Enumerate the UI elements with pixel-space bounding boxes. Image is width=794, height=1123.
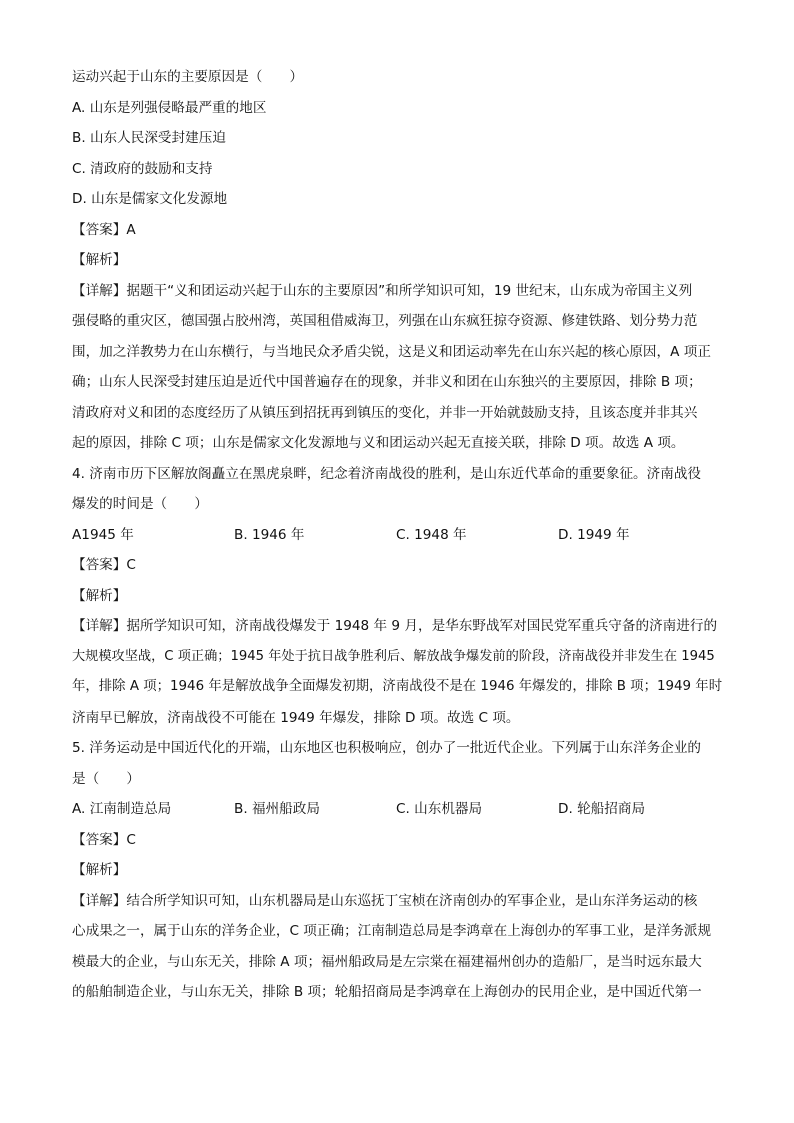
q3-detail-line: 起的原因，排除 C 项；山东是儒家文化发源地与义和团运动兴起无直接关联，排除 D 项。故选 A 项。 — [72, 435, 685, 451]
q5-detail-line: 模最大的企业，与山东无关，排除 A 项；福州船政局是左宗棠在福建福州创办的造船厂，是当时远东最大 — [72, 953, 702, 970]
q4-answer: 【答案】C — [72, 557, 136, 573]
question-4-stem-cont: 爆发的时间是（ ） — [72, 496, 208, 512]
q3-analysis-label: 【解析】 — [72, 252, 127, 268]
q3-detail-line: 围，加之洋教势力在山东横行，与当地民众矛盾尖锐，这是义和团运动率先在山东兴起的核心原因，A 项正 — [72, 343, 711, 360]
q3-detail-line: 确；山东人民深受封建压迫是近代中国普遍存在的现象，并非义和团在山东独兴的主要原因，排除 B 项； — [72, 374, 702, 390]
question-5-stem: 5. 洋务运动是中国近代化的开端，山东地区也积极响应，创办了一批近代企业。下列属于山东洋务企业的 — [72, 740, 702, 756]
q4-option-c: C. 1948 年 — [396, 526, 467, 543]
q3-option-c: C. 清政府的鼓励和支持 — [72, 160, 213, 177]
question-4-stem: 4. 济南市历下区解放阁矗立在黑虎泉畔，纪念着济南战役的胜利，是山东近代革命的重要象征。济南战役 — [72, 465, 702, 482]
q5-analysis-label: 【解析】 — [72, 862, 127, 878]
q3-answer: 【答案】A — [72, 221, 136, 238]
q4-detail-line: 年，排除 A 项；1946 年是解放战争全面爆发初期，济南战役不是在 1946 年爆发的，排除 B 项；1949 年时 — [72, 679, 723, 694]
question-5-stem-cont: 是（ ） — [72, 770, 140, 787]
q4-detail-line: 【详解】据所学知识可知，济南战役爆发于 1948 年 9 月，是华东野战军对国民党军重兵守备的济南进行的 — [72, 618, 718, 634]
q3-option-b: B. 山东人民深受封建压迫 — [72, 130, 226, 146]
q4-detail-line: 济南早已解放，济南战役不可能在 1949 年爆发，排除 D 项。故选 C 项。 — [72, 709, 520, 726]
q5-detail-line: 心成果之一，属于山东的洋务企业，C 项正确；江南制造总局是李鸿章在上海创办的军事工业，是洋务派规 — [72, 923, 712, 939]
q3-detail-line: 强侵略的重灾区，德国强占胶州湾，英国租借威海卫，列强在山东疯狂掠夺资源、修建铁路、划分势力范 — [72, 313, 698, 329]
q4-option-a: A1945 年 — [72, 526, 134, 543]
q4-option-b: B. 1946 年 — [234, 526, 305, 543]
question-3-stem: 运动兴起于山东的主要原因是（ ） — [72, 69, 304, 85]
q5-option-b: B. 福州船政局 — [234, 801, 320, 817]
q3-option-d: D. 山东是儒家文化发源地 — [72, 191, 228, 207]
document-page — [72, 62, 722, 1008]
q5-options — [72, 794, 722, 825]
q5-option-c: C. 山东机器局 — [396, 801, 483, 817]
q4-options — [72, 520, 722, 551]
q5-detail-line: 【详解】结合所学知识可知，山东机器局是山东巡抚丁宝桢在济南创办的军事企业，是山东洋务运动的核 — [72, 892, 698, 909]
q5-option-d: D. 轮船招商局 — [558, 801, 646, 817]
q5-option-a: A. 江南制造总局 — [72, 801, 172, 817]
q3-detail-line: 【详解】据题干“义和团运动兴起于山东的主要原因”和所学知识可知，19 世纪末，山东成为帝国主义列 — [72, 282, 693, 299]
q3-detail-line: 清政府对义和团的态度经历了从镇压到招抚再到镇压的变化，并非一开始就鼓励支持，且该态度并非其兴 — [72, 404, 698, 421]
q4-analysis-label: 【解析】 — [72, 587, 127, 604]
q5-detail-line: 的船舶制造企业，与山东无关，排除 B 项；轮船招商局是李鸿章在上海创办的民用企业，是中国近代第一 — [72, 984, 702, 1000]
q3-option-a: A. 山东是列强侵略最严重的地区 — [72, 99, 267, 116]
q4-detail-line: 大规模攻坚战，C 项正确；1945 年处于抗日战争胜利后、解放战争爆发前的阶段，济南战役并非发生在 1945 — [72, 648, 715, 664]
q5-answer: 【答案】C — [72, 831, 136, 848]
q4-option-d: D. 1949 年 — [558, 526, 630, 543]
